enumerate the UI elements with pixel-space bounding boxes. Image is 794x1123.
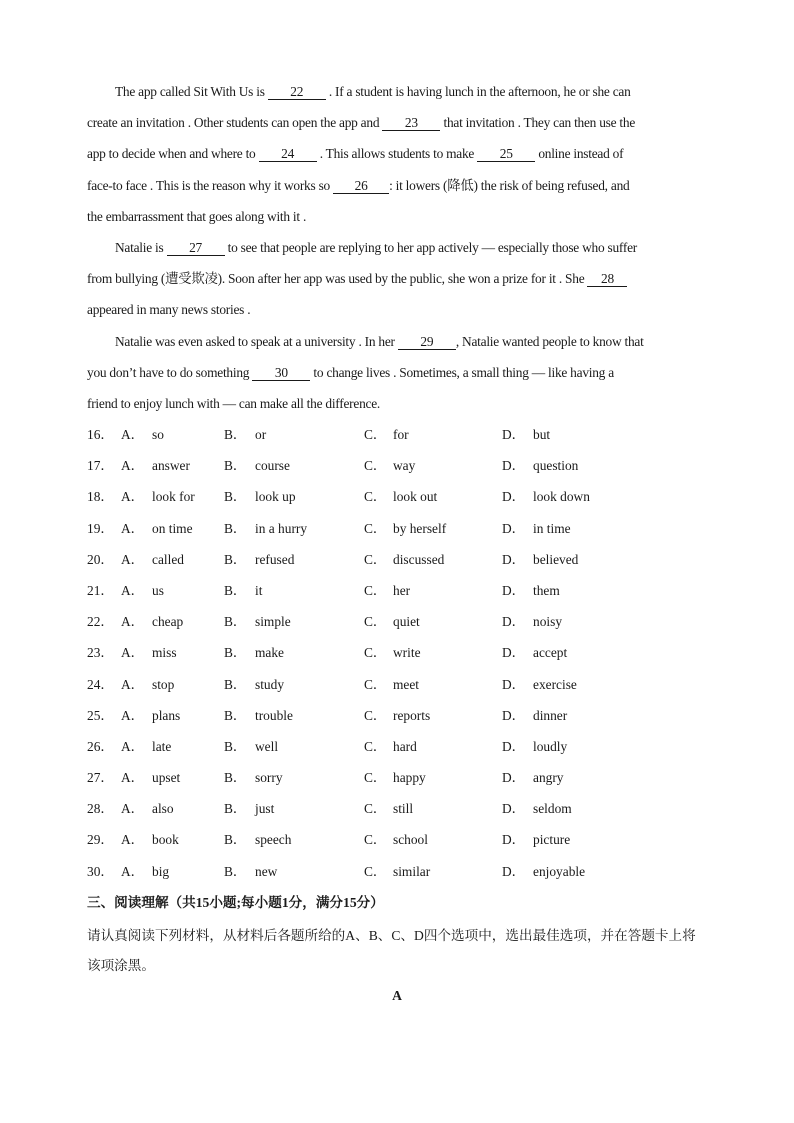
option-letter-d: D． — [502, 801, 526, 817]
option-letter-b: B． — [224, 582, 247, 598]
option-letter-d: D． — [502, 489, 526, 505]
option-c: for — [393, 427, 409, 442]
passage-line: The app called Sit With Us is 22 . If a student is having lunch in the afternoon, he or she can — [115, 84, 631, 99]
option-letter-d: D． — [502, 551, 526, 567]
option-letter-a: A． — [121, 707, 145, 723]
option-letter-a: A． — [121, 458, 145, 474]
question-number: 26． — [87, 738, 114, 754]
option-letter-c: C． — [364, 801, 387, 817]
option-a: upset — [152, 770, 181, 786]
option-c: reports — [393, 707, 431, 723]
option-letter-b: B． — [224, 770, 247, 786]
option-letter-b: B． — [224, 427, 247, 442]
option-a: us — [152, 582, 164, 598]
option-letter-a: A． — [121, 582, 145, 598]
question-row-22 — [87, 606, 707, 637]
option-letter-a: A． — [121, 738, 145, 754]
option-letter-c: C． — [364, 458, 387, 474]
question-number: 17． — [87, 458, 114, 474]
blank-23: 23 — [382, 116, 440, 131]
option-letter-b: B． — [224, 520, 247, 536]
option-letter-a: A． — [121, 520, 145, 536]
question-number: 18． — [87, 489, 114, 505]
blank-22: 22 — [268, 85, 326, 100]
option-c: write — [393, 645, 421, 661]
question-row-26 — [87, 731, 707, 762]
option-letter-a: A． — [121, 645, 145, 661]
option-d: angry — [533, 770, 564, 786]
option-letter-b: B． — [224, 801, 247, 817]
question-row-19 — [87, 513, 707, 544]
option-letter-d: D． — [502, 738, 526, 754]
passage-line: create an invitation . Other students can open the app and 23 that invitation . They can then use the — [87, 115, 636, 131]
option-c: quiet — [393, 614, 420, 630]
option-a: on time — [152, 520, 193, 536]
question-row-18 — [87, 481, 707, 512]
passage-line: from bullying (遭受欺凌). Soon after her app was used by the public, she won a prize for it . She 28 — [87, 263, 713, 294]
question-number: 28． — [87, 801, 114, 817]
option-letter-b: B． — [224, 832, 247, 848]
option-c: similar — [393, 863, 431, 879]
option-a: miss — [152, 645, 177, 661]
option-b: sorry — [255, 770, 283, 786]
question-row-17 — [87, 450, 707, 481]
option-letter-c: C． — [364, 645, 387, 661]
question-row-16 — [87, 419, 707, 450]
option-a: so — [152, 427, 164, 442]
option-b: speech — [255, 832, 292, 848]
option-letter-d: D． — [502, 863, 526, 879]
option-a: look for — [152, 489, 195, 505]
question-number: 19． — [87, 520, 114, 536]
option-letter-a: A． — [121, 427, 145, 442]
option-letter-b: B． — [224, 551, 247, 567]
blank-27: 27 — [167, 241, 225, 256]
option-letter-d: D． — [502, 676, 526, 692]
option-letter-b: B． — [224, 645, 247, 661]
passage-line: the embarrassment that goes along with it . — [87, 208, 307, 224]
passage-line: app to decide when and where to 24 . This allows students to make 25 online instead of — [87, 146, 624, 162]
option-a: book — [152, 832, 179, 848]
passage-line: appeared in many news stories . — [87, 302, 251, 318]
option-b: in a hurry — [255, 520, 308, 536]
option-letter-c: C． — [364, 863, 387, 879]
option-c: look out — [393, 489, 438, 505]
option-b: trouble — [255, 707, 293, 723]
cloze-passage — [87, 76, 713, 419]
option-a: called — [152, 551, 184, 567]
option-d: accept — [533, 645, 568, 661]
option-b: make — [255, 645, 284, 661]
passage-line: you don’t have to do something 30 to change lives . Sometimes, a small thing — like having a — [87, 364, 614, 380]
option-d: but — [533, 427, 551, 442]
option-d: in time — [533, 520, 571, 536]
option-d: believed — [533, 551, 579, 567]
option-letter-b: B． — [224, 489, 247, 505]
option-c: happy — [393, 770, 426, 786]
option-d: seldom — [533, 801, 572, 817]
option-letter-c: C． — [364, 614, 387, 630]
option-b: new — [255, 863, 278, 879]
option-a: stop — [152, 676, 175, 692]
question-number: 30． — [87, 863, 114, 879]
option-letter-d: D． — [502, 427, 526, 442]
option-letter-b: B． — [224, 676, 247, 692]
question-list — [87, 419, 707, 887]
option-d: enjoyable — [533, 863, 586, 879]
option-letter-d: D． — [502, 770, 526, 786]
option-d: question — [533, 458, 579, 474]
passage-line: friend to enjoy lunch with — can make all the difference. — [87, 395, 381, 411]
option-letter-d: D． — [502, 645, 526, 661]
option-letter-a: A． — [121, 551, 145, 567]
option-d: look down — [533, 489, 590, 505]
option-letter-c: C． — [364, 676, 387, 692]
option-b: simple — [255, 614, 291, 630]
option-letter-b: B． — [224, 707, 247, 723]
passage-line: face-to face . This is the reason why it works so 26 : it lowers (降低) the risk of being refused, and — [87, 177, 630, 193]
blank-25: 25 — [477, 147, 535, 162]
option-letter-c: C． — [364, 582, 387, 598]
option-c: her — [393, 582, 411, 598]
blank-29: 29 — [398, 335, 456, 350]
option-letter-a: A． — [121, 614, 145, 630]
option-letter-d: D． — [502, 707, 526, 723]
option-b: study — [255, 676, 285, 692]
option-b: just — [255, 801, 275, 817]
question-number: 29． — [87, 832, 114, 848]
option-letter-a: A． — [121, 832, 145, 848]
option-b: well — [255, 738, 279, 754]
option-d: exercise — [533, 676, 577, 692]
section-instruction: 请认真阅读下列材料，从材料后各题所给的A、B、C、D四个选项中，选出最佳选项，并在答题卡上将该项涂黑。 — [87, 928, 696, 973]
question-row-21 — [87, 575, 707, 606]
question-row-24 — [87, 669, 707, 700]
option-letter-b: B． — [224, 738, 247, 754]
question-number: 25． — [87, 707, 114, 723]
option-c: discussed — [393, 551, 445, 567]
option-letter-a: A． — [121, 676, 145, 692]
option-d: noisy — [533, 614, 563, 630]
option-c: hard — [393, 738, 417, 754]
question-number: 20． — [87, 551, 114, 567]
option-b: look up — [255, 489, 296, 505]
option-c: way — [393, 458, 416, 474]
option-d: loudly — [533, 738, 568, 754]
option-letter-c: C． — [364, 520, 387, 536]
question-row-30 — [87, 856, 707, 887]
option-a: also — [152, 801, 174, 817]
question-number: 22． — [87, 614, 114, 630]
option-a: plans — [152, 707, 181, 723]
option-letter-b: B． — [224, 458, 247, 474]
option-b: refused — [255, 551, 295, 567]
option-letter-d: D． — [502, 458, 526, 474]
section-heading: 三、阅读理解（共15小题;每小题1分，满分15分） — [87, 895, 384, 910]
option-letter-a: A． — [121, 489, 145, 505]
option-letter-c: C． — [364, 489, 387, 505]
blank-28: 28 — [587, 272, 627, 287]
question-row-20 — [87, 544, 707, 575]
option-b: or — [255, 427, 267, 442]
option-letter-d: D． — [502, 614, 526, 630]
option-letter-d: D． — [502, 582, 526, 598]
blank-24: 24 — [259, 147, 317, 162]
option-letter-c: C． — [364, 832, 387, 848]
question-number: 24． — [87, 676, 114, 692]
option-d: them — [533, 582, 560, 598]
option-letter-a: A． — [121, 770, 145, 786]
part-label: A — [392, 988, 402, 1003]
question-row-25 — [87, 700, 707, 731]
option-letter-b: B． — [224, 614, 247, 630]
option-letter-c: C． — [364, 707, 387, 723]
question-row-23 — [87, 637, 707, 668]
option-letter-c: C． — [364, 738, 387, 754]
option-letter-d: D． — [502, 832, 526, 848]
option-b: course — [255, 458, 290, 474]
option-a: big — [152, 863, 170, 879]
question-row-28 — [87, 793, 707, 824]
option-d: picture — [533, 832, 571, 848]
option-d: dinner — [533, 707, 568, 723]
option-letter-c: C． — [364, 427, 387, 442]
question-number: 16． — [87, 427, 114, 442]
option-c: still — [393, 801, 414, 817]
option-letter-c: C． — [364, 551, 387, 567]
passage-line: Natalie is 27 to see that people are replying to her app actively — especially those who suffer — [115, 239, 637, 255]
option-c: school — [393, 832, 428, 848]
option-letter-c: C． — [364, 770, 387, 786]
option-a: cheap — [152, 614, 184, 630]
option-a: late — [152, 738, 172, 754]
blank-30: 30 — [252, 366, 310, 381]
option-c: meet — [393, 676, 420, 692]
option-letter-d: D． — [502, 520, 526, 536]
question-number: 21． — [87, 582, 114, 598]
question-row-27 — [87, 762, 707, 793]
option-letter-b: B． — [224, 863, 247, 879]
option-letter-a: A． — [121, 801, 145, 817]
option-b: it — [255, 582, 263, 598]
option-letter-a: A． — [121, 863, 145, 879]
passage-line: Natalie was even asked to speak at a university . In her 29 , Natalie wanted people to know that — [115, 333, 644, 349]
question-number: 23． — [87, 645, 114, 661]
question-number: 27． — [87, 770, 114, 786]
option-a: answer — [152, 458, 190, 474]
blank-26: 26 — [333, 179, 389, 194]
option-c: by herself — [393, 520, 447, 536]
question-row-29 — [87, 824, 707, 855]
